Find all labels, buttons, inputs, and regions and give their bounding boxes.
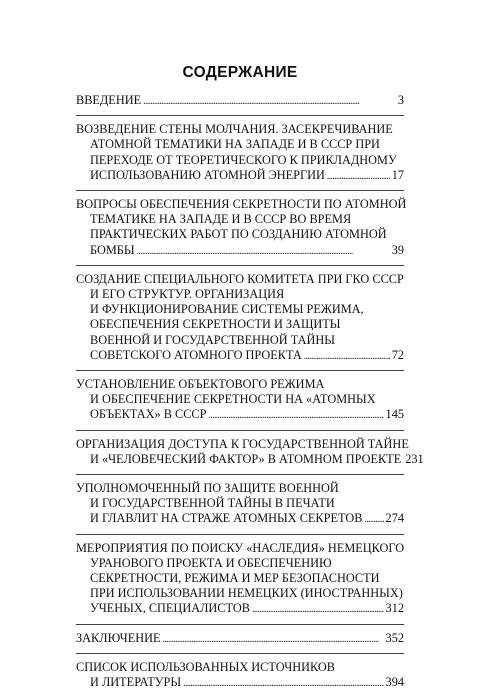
toc-entry <box>76 197 407 259</box>
toc-entry-title-line: ИСПОЛЬЗОВАНИЮ АТОМНОЙ ЭНЕРГИИ <box>90 167 325 182</box>
dot-leader <box>143 93 396 109</box>
toc-entry <box>76 436 424 468</box>
separator-line <box>76 430 404 431</box>
dot-leader <box>163 631 384 647</box>
toc-entry-title-line: ОБЪЕКТАХ» В СССР <box>90 407 207 422</box>
toc-entry-title-line: МЕРОПРИЯТИЯ ПО ПОИСКУ «НАСЛЕДИЯ» НЕМЕЦКОГО <box>76 540 405 555</box>
toc-entry <box>76 541 404 618</box>
toc-entry-title-line: УРАНОВОГО ПРОЕКТА И ОБЕСПЕЧЕНИЮ <box>90 555 332 570</box>
toc-entry-title-line: УСТАНОВЛЕНИЕ ОБЪЕКТОВОГО РЕЖИМА <box>76 377 325 392</box>
toc-entry <box>76 481 404 528</box>
toc-page-number: 145 <box>385 407 404 422</box>
toc-entry <box>76 631 404 647</box>
separator-line <box>76 190 404 191</box>
toc-entry-title-line: УЧЕНЫХ, СПЕЦИАЛИСТОВ <box>90 601 250 616</box>
toc-entry-title-line: ПРАКТИЧЕСКИХ РАБОТ ПО СОЗДАНИЮ АТОМНОЙ <box>90 227 387 242</box>
dot-leader <box>208 407 383 423</box>
separator-line <box>76 474 404 475</box>
toc-entry-title-line: АТОМНОЙ ТЕМАТИКИ НА ЗАПАДЕ И В СССР ПРИ <box>90 137 380 152</box>
toc-page-number: 72 <box>391 347 404 362</box>
dot-leader <box>137 243 390 259</box>
toc-entry-title-line: ВОПРОСЫ ОБЕСПЕЧЕНИЯ СЕКРЕТНОСТИ ПО АТОМНОЙ <box>76 197 407 212</box>
toc-entry-title-line: СПИСОК ИСПОЛЬЗОВАННЫХ ИСТОЧНИКОВ <box>76 659 336 674</box>
toc-entry-title-line: ЗАКЛЮЧЕНИЕ <box>76 630 161 645</box>
separator-line <box>76 653 404 654</box>
toc-entry-title-line: СЕКРЕТНОСТИ, РЕЖИМА И МЕР БЕЗОПАСНОСТИ <box>90 571 380 586</box>
toc-page-number: 352 <box>385 630 404 645</box>
toc-entry-title-line: ПЕРЕХОДЕ ОТ ТЕОРЕТИЧЕСКОГО К ПРИКЛАДНОМУ <box>90 152 397 167</box>
toc-entry <box>76 272 404 364</box>
toc-entry <box>76 377 404 424</box>
toc-entry-title-line: И «ЧЕЛОВЕЧЕСКИЙ ФАКТОР» В АТОМНОМ ПРОЕКТЕ <box>90 451 402 466</box>
toc-entry <box>76 93 404 109</box>
separator-line <box>76 624 404 625</box>
toc-entry-title-line: ВВЕДЕНИЕ <box>76 93 142 107</box>
dot-leader <box>327 168 390 184</box>
separator-line <box>76 115 404 116</box>
toc-entry-title-line: СОЗДАНИЕ СПЕЦИАЛЬНОГО КОМИТЕТА ПРИ ГКО СССР <box>76 271 404 286</box>
toc-entry-title-line: ТЕМАТИКЕ НА ЗАПАДЕ И В СССР ВО ВРЕМЯ <box>90 212 352 227</box>
toc-page-number: 312 <box>385 601 404 616</box>
toc-entry-title-line: И ЕГО СТРУКТУР. ОРГАНИЗАЦИЯ <box>90 287 285 302</box>
toc-entry-title-line: БОМБЫ <box>90 242 135 257</box>
toc-entry-title-line: ВОЗВЕДЕНИЕ СТЕНЫ МОЛЧАНИЯ. ЗАСЕКРЕЧИВАНИЕ <box>76 122 393 137</box>
toc-entry-title-line: И ЛИТЕРАТУРЫ <box>90 675 182 690</box>
separator-line <box>76 265 404 266</box>
toc-page-number: 274 <box>385 511 404 526</box>
toc-entry-title-line: И ОБЕСПЕЧЕНИЕ СЕКРЕТНОСТИ НА «АТОМНЫХ <box>90 392 376 407</box>
toc-page-number: 3 <box>397 93 404 107</box>
toc-page-number: 17 <box>391 167 404 182</box>
toc-page-number: 39 <box>391 242 404 257</box>
table-of-contents <box>76 93 424 691</box>
toc-page-number: 231 <box>405 451 424 466</box>
toc-entry-title-line: И ФУНКЦИОНИРОВАНИЕ СИСТЕМЫ РЕЖИМА, <box>90 302 364 317</box>
toc-page-number: 394 <box>385 675 404 690</box>
dot-leader <box>304 348 390 364</box>
toc-entry <box>76 660 404 691</box>
dot-leader <box>252 601 384 617</box>
toc-entry <box>76 122 404 184</box>
toc-entry-title-line: ОРГАНИЗАЦИЯ ДОСТУПА К ГОСУДАРСТВЕННОЙ ТАЙНЕ <box>76 436 409 451</box>
toc-entry-title-line: УПОЛНОМОЧЕННЫЙ ПО ЗАЩИТЕ ВОЕННОЙ <box>76 481 339 496</box>
dot-leader <box>364 511 383 527</box>
toc-entry-title-line: ОБЕСПЕЧЕНИЯ СЕКРЕТНОСТИ И ЗАЩИТЫ <box>90 317 341 332</box>
toc-entry-title-line: И ГОСУДАРСТВЕННОЙ ТАЙНЫ В ПЕЧАТИ <box>90 496 335 511</box>
toc-entry-title-line: ВОЕННОЙ И ГОСУДАРСТВЕННОЙ ТАЙНЫ <box>90 332 336 347</box>
toc-entry-title-line: СОВЕТСКОГО АТОМНОГО ПРОЕКТА <box>90 347 302 362</box>
separator-line <box>76 534 404 535</box>
toc-entry-title-line: И ГЛАВЛИТ НА СТРАЖЕ АТОМНЫХ СЕКРЕТОВ <box>90 511 363 526</box>
dot-leader <box>183 675 384 691</box>
toc-entry-title-line: ПРИ ИСПОЛЬЗОВАНИИ НЕМЕЦКИХ (ИНОСТРАННЫХ) <box>90 586 403 601</box>
separator-line <box>76 370 404 371</box>
page-title: СОДЕРЖАНИЕ <box>182 64 298 81</box>
